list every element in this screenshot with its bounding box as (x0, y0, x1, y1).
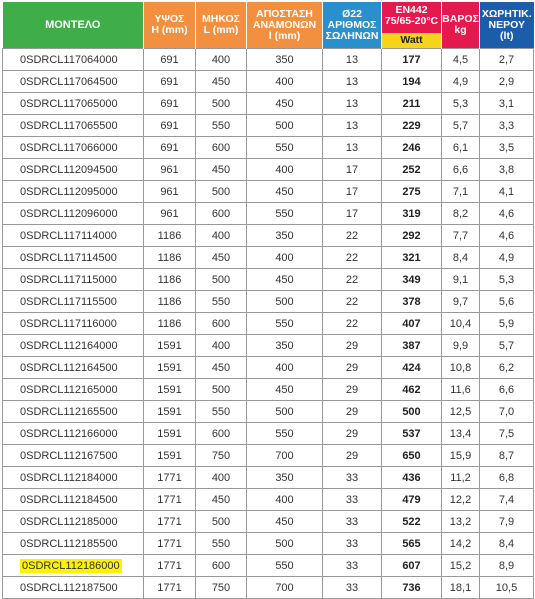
water-cell: 4,9 (480, 247, 534, 269)
model-cell (3, 533, 144, 555)
table-row (3, 71, 534, 93)
header-model (3, 2, 144, 49)
water-cell: 4,6 (480, 203, 534, 225)
length-cell: 600 (196, 313, 247, 335)
distance-cell: 550 (247, 203, 323, 225)
model-code: 0SDRCL117065500 (20, 119, 118, 132)
length-cell: 600 (196, 555, 247, 577)
weight-cell: 7,1 (442, 181, 480, 203)
weight-cell: 12,5 (442, 401, 480, 423)
distance-cell: 400 (247, 159, 323, 181)
height-cell: 961 (144, 181, 196, 203)
model-cell (3, 181, 144, 203)
model-cell (3, 357, 144, 379)
height-cell: 961 (144, 203, 196, 225)
length-cell: 400 (196, 225, 247, 247)
distance-cell: 350 (247, 49, 323, 71)
tubes-cell: 33 (323, 555, 382, 577)
model-cell (3, 313, 144, 335)
weight-cell: 8,2 (442, 203, 480, 225)
table-row (3, 115, 534, 137)
watt-cell: 607 (382, 555, 442, 577)
tubes-cell: 22 (323, 247, 382, 269)
watt-cell: 565 (382, 533, 442, 555)
header-model-label: ΜΟΝΤΕΛΟ (45, 18, 101, 31)
tubes-cell: 29 (323, 379, 382, 401)
water-cell: 8,4 (480, 533, 534, 555)
watt-cell: 229 (382, 115, 442, 137)
header-distance-line2: ΑΝΑΜΟΝΩΝ (252, 18, 317, 31)
distance-cell: 400 (247, 247, 323, 269)
height-cell: 1771 (144, 489, 196, 511)
model-cell (3, 467, 144, 489)
model-cell (3, 335, 144, 357)
model-code: 0SDRCL112185000 (20, 515, 118, 528)
table-row (3, 335, 534, 357)
table-row (3, 423, 534, 445)
distance-cell: 450 (247, 93, 323, 115)
length-cell: 450 (196, 357, 247, 379)
model-code: 0SDRCL117114000 (20, 229, 117, 242)
model-code: 0SDRCL112165500 (20, 405, 118, 418)
length-cell: 600 (196, 423, 247, 445)
distance-cell: 500 (247, 291, 323, 313)
model-cell (3, 269, 144, 291)
model-code: 0SDRCL112164500 (20, 361, 118, 374)
tubes-cell: 22 (323, 291, 382, 313)
distance-cell: 350 (247, 225, 323, 247)
watt-cell: 194 (382, 71, 442, 93)
distance-cell: 700 (247, 577, 323, 599)
water-cell: 7,0 (480, 401, 534, 423)
model-code: 0SDRCL117064500 (20, 75, 118, 88)
model-cell (3, 203, 144, 225)
height-cell: 1771 (144, 577, 196, 599)
weight-cell: 15,2 (442, 555, 480, 577)
tubes-cell: 22 (323, 313, 382, 335)
tubes-cell: 13 (323, 49, 382, 71)
header-length-line1: ΜΗΚΟΣ (202, 13, 240, 25)
table-row (3, 577, 534, 599)
distance-cell: 400 (247, 489, 323, 511)
watt-cell: 319 (382, 203, 442, 225)
header-en442-top (382, 2, 441, 33)
model-cell (3, 115, 144, 137)
table-row (3, 313, 534, 335)
model-cell (3, 159, 144, 181)
length-cell: 500 (196, 269, 247, 291)
header-height (144, 2, 196, 49)
height-cell: 691 (144, 49, 196, 71)
length-cell: 500 (196, 379, 247, 401)
table-row (3, 533, 534, 555)
model-cell (3, 423, 144, 445)
watt-cell: 522 (382, 511, 442, 533)
distance-cell: 450 (247, 269, 323, 291)
length-cell: 400 (196, 49, 247, 71)
length-cell: 600 (196, 137, 247, 159)
water-cell: 3,3 (480, 115, 534, 137)
tubes-cell: 33 (323, 577, 382, 599)
tubes-cell: 33 (323, 467, 382, 489)
table-row (3, 467, 534, 489)
table-row (3, 445, 534, 467)
watt-cell: 378 (382, 291, 442, 313)
watt-cell: 537 (382, 423, 442, 445)
water-cell: 7,4 (480, 489, 534, 511)
weight-cell: 9,9 (442, 335, 480, 357)
header-tubes (323, 2, 382, 49)
length-cell: 550 (196, 533, 247, 555)
height-cell: 1771 (144, 533, 196, 555)
water-cell: 5,6 (480, 291, 534, 313)
weight-cell: 11,6 (442, 379, 480, 401)
model-cell (3, 137, 144, 159)
header-distance (247, 2, 323, 49)
tubes-cell: 22 (323, 225, 382, 247)
tubes-cell: 13 (323, 137, 382, 159)
model-cell (3, 71, 144, 93)
radiator-spec-table (2, 2, 534, 599)
tubes-cell: 29 (323, 357, 382, 379)
height-cell: 1591 (144, 357, 196, 379)
table-row (3, 511, 534, 533)
water-cell: 3,8 (480, 159, 534, 181)
watt-cell: 500 (382, 401, 442, 423)
watt-cell: 292 (382, 225, 442, 247)
header-length (196, 2, 247, 49)
water-cell: 7,5 (480, 423, 534, 445)
header-water-line2: ΝΕΡΟΥ (488, 18, 525, 31)
table-row (3, 49, 534, 71)
height-cell: 1186 (144, 247, 196, 269)
height-cell: 691 (144, 93, 196, 115)
distance-cell: 350 (247, 467, 323, 489)
watt-cell: 407 (382, 313, 442, 335)
weight-cell: 5,3 (442, 93, 480, 115)
length-cell: 550 (196, 115, 247, 137)
water-cell: 7,9 (480, 511, 534, 533)
model-code: 0SDRCL112184500 (20, 493, 118, 506)
weight-cell: 12,2 (442, 489, 480, 511)
height-cell: 1591 (144, 379, 196, 401)
weight-cell: 10,4 (442, 313, 480, 335)
length-cell: 500 (196, 511, 247, 533)
model-cell (3, 445, 144, 467)
table-row (3, 247, 534, 269)
length-cell: 400 (196, 335, 247, 357)
height-cell: 1771 (144, 467, 196, 489)
water-cell: 2,9 (480, 71, 534, 93)
watt-cell: 650 (382, 445, 442, 467)
table-row (3, 357, 534, 379)
header-tubes-line2: ΑΡΙΘΜΟΣ (327, 18, 377, 31)
water-cell: 6,8 (480, 467, 534, 489)
header-weight-line2: kg (454, 24, 467, 36)
model-code: 0SDRCL112186000 (22, 559, 120, 572)
model-code: 0SDRCL117065000 (20, 97, 118, 110)
watt-cell: 479 (382, 489, 442, 511)
header-height-line2: H (mm) (151, 24, 188, 36)
model-code: 0SDRCL117115000 (20, 273, 117, 286)
model-code: 0SDRCL112184000 (20, 471, 118, 484)
distance-cell: 500 (247, 115, 323, 137)
tubes-cell: 17 (323, 203, 382, 225)
table-row (3, 269, 534, 291)
model-code: 0SDRCL112165000 (20, 383, 118, 396)
height-cell: 691 (144, 137, 196, 159)
weight-cell: 6,6 (442, 159, 480, 181)
weight-cell: 5,7 (442, 115, 480, 137)
height-cell: 1771 (144, 511, 196, 533)
table-row (3, 401, 534, 423)
header-en442-line2: 75/65-20°C (384, 15, 439, 27)
table-row (3, 555, 534, 577)
water-cell: 4,6 (480, 225, 534, 247)
distance-cell: 550 (247, 137, 323, 159)
header-weight-line1: ΒΑΡΟΣ (442, 13, 479, 25)
table-header-row (3, 2, 534, 49)
water-cell: 8,9 (480, 555, 534, 577)
tubes-cell: 29 (323, 335, 382, 357)
distance-cell: 700 (247, 445, 323, 467)
model-cell (3, 555, 144, 577)
weight-cell: 4,5 (442, 49, 480, 71)
water-cell: 10,5 (480, 577, 534, 599)
watt-cell: 462 (382, 379, 442, 401)
length-cell: 550 (196, 291, 247, 313)
model-code: 0SDRCL112166000 (20, 427, 118, 440)
length-cell: 500 (196, 181, 247, 203)
header-tubes-line3: ΣΩΛΗΝΩΝ (325, 29, 379, 42)
table-row (3, 159, 534, 181)
model-cell (3, 379, 144, 401)
model-code: 0SDRCL112187500 (20, 581, 118, 594)
weight-cell: 14,2 (442, 533, 480, 555)
height-cell: 961 (144, 159, 196, 181)
watt-cell: 252 (382, 159, 442, 181)
length-cell: 400 (196, 467, 247, 489)
header-en442-line1: EN442 (395, 4, 428, 16)
model-cell (3, 49, 144, 71)
header-en442 (382, 2, 442, 49)
water-cell: 2,7 (480, 49, 534, 71)
water-cell: 5,7 (480, 335, 534, 357)
model-cell (3, 401, 144, 423)
distance-cell: 550 (247, 313, 323, 335)
water-cell: 5,9 (480, 313, 534, 335)
water-cell: 6,2 (480, 357, 534, 379)
table-row (3, 379, 534, 401)
length-cell: 550 (196, 401, 247, 423)
water-cell: 4,1 (480, 181, 534, 203)
length-cell: 600 (196, 203, 247, 225)
distance-cell: 350 (247, 335, 323, 357)
model-cell (3, 577, 144, 599)
table-row (3, 203, 534, 225)
weight-cell: 7,7 (442, 225, 480, 247)
weight-cell: 18,1 (442, 577, 480, 599)
table-row (3, 489, 534, 511)
tubes-cell: 17 (323, 181, 382, 203)
model-cell (3, 489, 144, 511)
header-watt-label: Watt (382, 33, 441, 48)
distance-cell: 550 (247, 555, 323, 577)
weight-cell: 13,2 (442, 511, 480, 533)
tubes-cell: 33 (323, 489, 382, 511)
tubes-cell: 22 (323, 269, 382, 291)
height-cell: 1186 (144, 225, 196, 247)
weight-cell: 6,1 (442, 137, 480, 159)
model-code: 0SDRCL112096000 (20, 207, 118, 220)
model-code: 0SDRCL117116000 (20, 317, 117, 330)
table-row (3, 225, 534, 247)
height-cell: 1186 (144, 291, 196, 313)
watt-cell: 349 (382, 269, 442, 291)
table-row (3, 93, 534, 115)
height-cell: 1591 (144, 401, 196, 423)
model-cell (3, 93, 144, 115)
table-row (3, 137, 534, 159)
water-cell: 5,3 (480, 269, 534, 291)
model-cell (3, 511, 144, 533)
tubes-cell: 33 (323, 533, 382, 555)
model-code: 0SDRCL112094500 (20, 163, 118, 176)
watt-cell: 246 (382, 137, 442, 159)
watt-cell: 211 (382, 93, 442, 115)
table-body (3, 49, 534, 599)
watt-cell: 177 (382, 49, 442, 71)
weight-cell: 13,4 (442, 423, 480, 445)
height-cell: 1591 (144, 445, 196, 467)
watt-cell: 275 (382, 181, 442, 203)
model-code: 0SDRCL117064000 (20, 53, 118, 66)
height-cell: 1591 (144, 423, 196, 445)
height-cell: 1186 (144, 313, 196, 335)
height-cell: 1771 (144, 555, 196, 577)
height-cell: 1186 (144, 269, 196, 291)
tubes-cell: 33 (323, 511, 382, 533)
tubes-cell: 29 (323, 445, 382, 467)
table-row (3, 181, 534, 203)
header-height-line1: ΥΨΟΣ (154, 13, 185, 25)
tubes-cell: 17 (323, 159, 382, 181)
water-cell: 8,7 (480, 445, 534, 467)
height-cell: 691 (144, 71, 196, 93)
weight-cell: 9,1 (442, 269, 480, 291)
header-water (480, 2, 534, 49)
tubes-cell: 13 (323, 71, 382, 93)
distance-cell: 550 (247, 423, 323, 445)
length-cell: 500 (196, 93, 247, 115)
header-distance-line3: l (mm) (268, 29, 301, 42)
watt-cell: 736 (382, 577, 442, 599)
model-code: 0SDRCL117114500 (20, 251, 117, 264)
weight-cell: 8,4 (442, 247, 480, 269)
model-code: 0SDRCL117115500 (20, 295, 117, 308)
model-code: 0SDRCL112095000 (20, 185, 118, 198)
tubes-cell: 29 (323, 401, 382, 423)
header-water-line1: ΧΩΡΗΤΙΚ. (481, 7, 532, 20)
weight-cell: 11,2 (442, 467, 480, 489)
distance-cell: 500 (247, 401, 323, 423)
water-cell: 3,1 (480, 93, 534, 115)
model-cell (3, 247, 144, 269)
water-cell: 3,5 (480, 137, 534, 159)
header-water-line3: (lt) (500, 29, 514, 42)
height-cell: 691 (144, 115, 196, 137)
weight-cell: 10,8 (442, 357, 480, 379)
weight-cell: 4,9 (442, 71, 480, 93)
distance-cell: 450 (247, 181, 323, 203)
model-cell (3, 225, 144, 247)
length-cell: 450 (196, 247, 247, 269)
tubes-cell: 13 (323, 115, 382, 137)
water-cell: 6,6 (480, 379, 534, 401)
watt-cell: 387 (382, 335, 442, 357)
length-cell: 450 (196, 159, 247, 181)
header-length-line2: L (mm) (203, 24, 239, 36)
tubes-cell: 13 (323, 93, 382, 115)
table-row (3, 291, 534, 313)
watt-cell: 321 (382, 247, 442, 269)
model-code: 0SDRCL112185500 (20, 537, 118, 550)
length-cell: 450 (196, 71, 247, 93)
model-cell (3, 291, 144, 313)
model-code: 0SDRCL117066000 (20, 141, 118, 154)
distance-cell: 450 (247, 511, 323, 533)
length-cell: 750 (196, 445, 247, 467)
distance-cell: 400 (247, 71, 323, 93)
tubes-cell: 29 (323, 423, 382, 445)
weight-cell: 9,7 (442, 291, 480, 313)
length-cell: 450 (196, 489, 247, 511)
weight-cell: 15,9 (442, 445, 480, 467)
distance-cell: 400 (247, 357, 323, 379)
length-cell: 750 (196, 577, 247, 599)
header-weight (442, 2, 480, 49)
watt-cell: 424 (382, 357, 442, 379)
model-code: 0SDRCL112164000 (20, 339, 118, 352)
header-tubes-line1: Ø22 (342, 7, 362, 20)
distance-cell: 500 (247, 533, 323, 555)
watt-cell: 436 (382, 467, 442, 489)
model-code: 0SDRCL112167500 (20, 449, 118, 462)
header-distance-line1: ΑΠΟΣΤΑΣΗ (256, 7, 313, 20)
height-cell: 1591 (144, 335, 196, 357)
distance-cell: 450 (247, 379, 323, 401)
